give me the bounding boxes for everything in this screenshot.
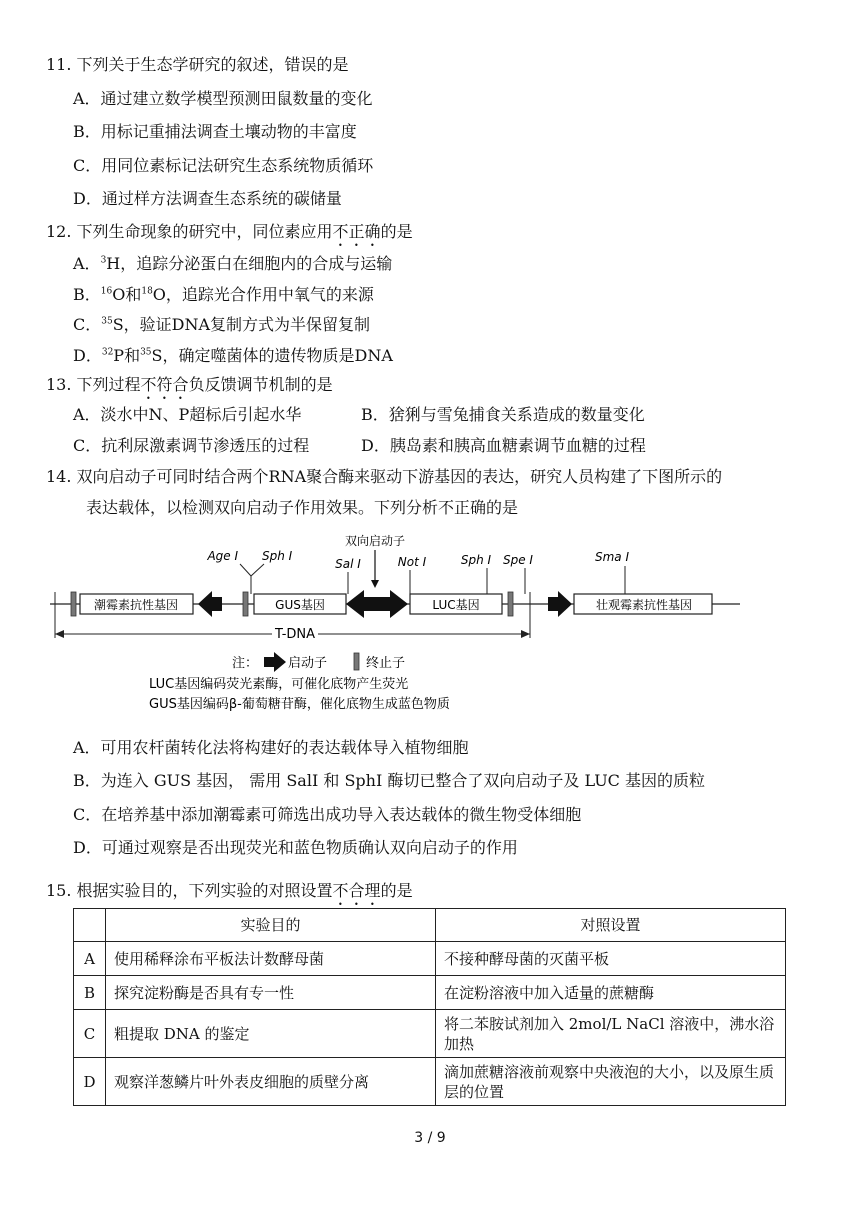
q12-option-b: B．$^{16}$O和$^{18}$O，追踪光合作用中氧气的来源 bbox=[73, 285, 374, 304]
legend-terminator-icon bbox=[354, 653, 359, 670]
gene-hyg-label: 潮霉素抗性基因 bbox=[93, 598, 179, 612]
q12-option-c: C．$^{35}$S，验证DNA复制方式为半保留复制 bbox=[73, 315, 371, 334]
q11-option-c: C．用同位素标记法研究生态系统物质循环 bbox=[73, 156, 374, 175]
table-row: C 粗提取 DNA 的鉴定 将二苯胺试剂加入 2mol/L NaCl 溶液中，沸水浴加热 bbox=[74, 1010, 786, 1058]
q12-option-a: A．$^3$H，追踪分泌蛋白在细胞内的合成与运输 bbox=[73, 254, 393, 273]
legend-terminator-label: 终止子 bbox=[366, 656, 406, 671]
legend-promoter-icon bbox=[264, 652, 286, 672]
q11-stem: 11. 下列关于生态学研究的叙述，错误的是 bbox=[46, 55, 349, 74]
legend-luc-note: LUC基因编码荧光素酶，可催化底物产生荧光 bbox=[149, 677, 409, 692]
legend-note-prefix: 注： bbox=[232, 656, 259, 671]
q12-stem: 12. 下列生命现象的研究中，同位素应用不正确的是 bbox=[46, 222, 413, 241]
q11-option-b: B．用标记重捕法调查土壤动物的丰富度 bbox=[73, 122, 357, 141]
q14-option-b: B．为连入 GUS 基因， 需用 SalI 和 SphI 酶切已整合了双向启动子及 LUC 基因的质粒 bbox=[73, 771, 706, 790]
terminator-gus bbox=[243, 592, 248, 616]
t-dna-vector-diagram bbox=[50, 528, 750, 718]
q13-option-d: D．胰岛素和胰高血糖素调节血糖的过程 bbox=[361, 436, 646, 455]
bidirectional-promoter bbox=[346, 590, 408, 618]
site-sma-label: Sma Ⅰ bbox=[594, 550, 630, 564]
site-not-label: Not Ⅰ bbox=[397, 555, 427, 569]
header-purpose: 实验目的 bbox=[106, 909, 436, 942]
q13-option-a: A．淡水中N、P超标后引起水华 bbox=[73, 405, 302, 424]
q14-option-c: C．在培养基中添加潮霉素可筛选出成功导入表达载体的微生物受体细胞 bbox=[73, 805, 582, 824]
emphasis-text: 不符合 bbox=[140, 375, 189, 394]
q13-stem: 13. 下列过程不符合负反馈调节机制的是 bbox=[46, 375, 333, 394]
q14-stem-line1: 14. 双向启动子可同时结合两个RNA聚合酶来驱动下游基因的表达，研究人员构建了下图所示的 bbox=[46, 467, 723, 486]
site-sal-label: Sal Ⅰ bbox=[335, 557, 361, 571]
table-row: B 探究淀粉酶是否具有专一性 在淀粉溶液中加入适量的蔗糖酶 bbox=[74, 976, 786, 1010]
q14-option-d: D．可通过观察是否出现荧光和蓝色物质确认双向启动子的作用 bbox=[73, 838, 518, 857]
bidirectional-promoter-label: 双向启动子 bbox=[344, 534, 406, 548]
site-sph1-label: Sph Ⅰ bbox=[262, 549, 293, 563]
table-header-row bbox=[74, 909, 786, 942]
q11-option-a: A．通过建立数学模型预测田鼠数量的变化 bbox=[73, 89, 373, 108]
header-control: 对照设置 bbox=[436, 909, 786, 942]
gene-gus-label: GUS基因 bbox=[275, 598, 325, 612]
q15-table bbox=[73, 908, 786, 1106]
site-spe-label: Spe Ⅰ bbox=[503, 553, 533, 567]
gene-kan-label: 壮观霉素抗性基因 bbox=[595, 598, 693, 612]
q14-stem-line2: 表达载体，以检测双向启动子作用效果。下列分析不正确的是 bbox=[86, 498, 519, 517]
promoter-arrow-left bbox=[198, 591, 222, 617]
q15-stem: 15. 根据实验目的，下列实验的对照设置不合理的是 bbox=[46, 881, 413, 900]
q14-option-a: A．可用农杆菌转化法将构建好的表达载体导入植物细胞 bbox=[73, 738, 469, 757]
q11-option-d: D．通过样方法调查生态系统的碳储量 bbox=[73, 189, 342, 208]
legend-gus-note: GUS基因编码β-葡萄糖苷酶，催化底物生成蓝色物质 bbox=[149, 697, 450, 712]
t-dna-label: T-DNA bbox=[274, 627, 316, 642]
legend-promoter-label: 启动子 bbox=[288, 656, 328, 671]
emphasis-text: 不合理 bbox=[332, 881, 381, 900]
q12-option-d: D．$^{32}$P和$^{35}$S，确定噬菌体的遗传物质是DNA bbox=[73, 346, 393, 365]
terminator-left bbox=[71, 592, 76, 616]
emphasis-text: 不正确 bbox=[332, 222, 381, 241]
promoter-arrow-right bbox=[548, 591, 572, 617]
gene-luc-label: LUC基因 bbox=[432, 598, 480, 612]
q13-option-c: C．抗利尿激素调节渗透压的过程 bbox=[73, 436, 310, 455]
page-number: 3 / 9 bbox=[414, 1130, 446, 1146]
table-row: A 使用稀释涂布平板法计数酵母菌 不接种酵母菌的灭菌平板 bbox=[74, 942, 786, 976]
site-age-label: Age Ⅰ bbox=[207, 549, 238, 563]
q13-option-b: B．猞猁与雪兔捕食关系造成的数量变化 bbox=[361, 405, 645, 424]
site-sph2-label: Sph Ⅰ bbox=[460, 553, 492, 567]
table-row: D 观察洋葱鳞片叶外表皮细胞的质壁分离 滴加蔗糖溶液前观察中央液泡的大小，以及原生质层的位置 bbox=[74, 1058, 786, 1106]
terminator-luc bbox=[508, 592, 513, 616]
